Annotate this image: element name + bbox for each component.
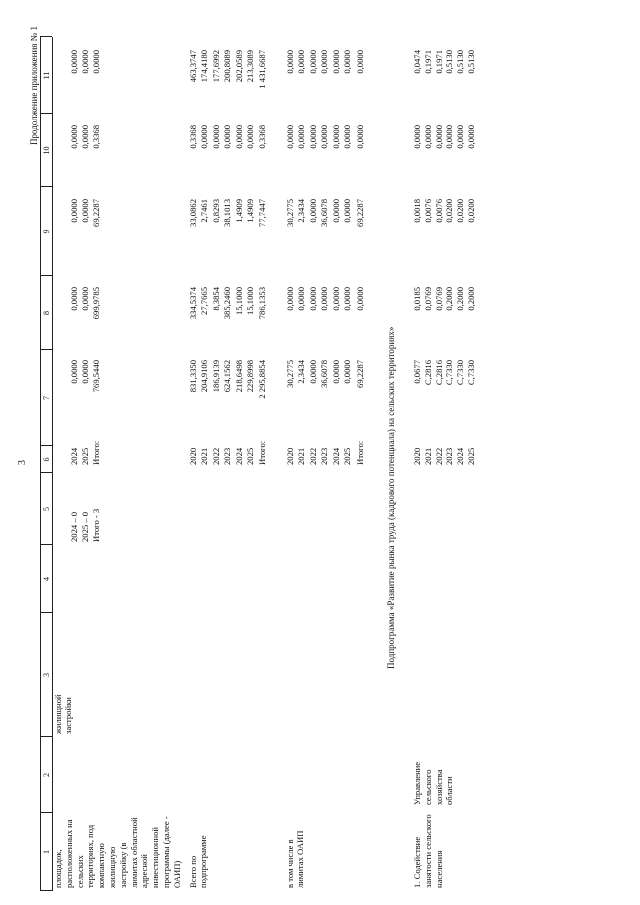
cell-c9: 0,0000 (69, 199, 79, 223)
cell-c11: 0,0000 (319, 50, 330, 74)
row-label-line: застройку (в (117, 842, 128, 888)
cell-c7: 30,2775 (285, 360, 295, 388)
cell-c8: 385,2460 (222, 287, 233, 320)
executor-line: застройки (63, 697, 74, 734)
row-label-line: расположенных на (63, 819, 74, 888)
cell-c11: 0,1971 (433, 50, 444, 74)
row-label-line: ОАИП) (171, 860, 182, 888)
cell-c9: 77,7447 (257, 199, 267, 227)
executor-line: сельского (422, 769, 433, 805)
cell-c7: 0,0000 (342, 360, 352, 384)
cell-year: 2021 (422, 447, 433, 465)
row-label-line: 1. Содействие (412, 836, 422, 888)
cell-year: 2020 (412, 447, 422, 465)
cell-c9: 0,0200 (455, 199, 466, 223)
cell-c9: 2,3434 (296, 199, 307, 223)
cell-year: 2022 (307, 447, 318, 465)
row-label-line: территориях, под (85, 824, 96, 888)
cell-c11: 0,0000 (91, 50, 101, 74)
row-label-line: в том числе в (285, 839, 295, 888)
cell-year: 2020 (285, 447, 295, 465)
column-number-1: 1 (42, 850, 51, 854)
cell-c8: 0,2000 (466, 287, 476, 311)
cell-c11: 0,0000 (330, 50, 341, 74)
row-label-line: сельских (74, 855, 85, 888)
row-label-line: компактную (96, 843, 107, 888)
cell-c10: 0,0000 (342, 125, 352, 149)
cell-c8: 15,1000 (233, 287, 244, 315)
cell-c9: 0,0200 (444, 199, 455, 223)
row-label-line: программы (далее - (161, 816, 171, 888)
cell-c9: 0,0000 (80, 199, 90, 223)
cell-c8: 0,0000 (80, 287, 90, 311)
cell-c8: 0,0769 (422, 287, 433, 311)
cell-c11: 0,0000 (307, 50, 318, 74)
cell-c7: С,2816 (433, 360, 444, 386)
row-label-line: лимитах областной (128, 817, 139, 888)
cell-c8: 15,1000 (245, 287, 255, 315)
executor-line: жилищной (53, 694, 63, 734)
cell-c10: 0,0000 (330, 125, 341, 149)
column-number-7: 7 (42, 396, 51, 400)
cell-c11: 0,1971 (422, 50, 433, 74)
row-label-line: инвестиционной (150, 827, 161, 888)
cell-c8: 27,7665 (199, 287, 210, 315)
cell-c8: 0,0185 (412, 287, 422, 311)
executor-line: области (444, 776, 455, 805)
cell-col5: 2024 – 0 (69, 511, 79, 542)
cell-c10: 0,0000 (199, 125, 210, 149)
cell-c9: 69,2287 (355, 199, 365, 227)
cell-year: 2025 (80, 447, 90, 465)
column-number-5: 5 (42, 507, 51, 511)
cell-c7: 218,6498 (233, 360, 244, 393)
cell-year: 2022 (210, 447, 221, 465)
cell-c8: 0,2000 (444, 287, 455, 311)
cell-year: 2021 (199, 447, 210, 465)
cell-c11: 0,0000 (69, 50, 79, 74)
column-number-9: 9 (42, 229, 51, 234)
cell-c7: 0,0000 (69, 360, 79, 384)
cell-c10: 0,0000 (80, 125, 90, 149)
cell-c7: 0,0677 (412, 360, 422, 384)
cell-c11: 202,0589 (233, 50, 244, 83)
row-label-line: лимитах ОАИП (295, 830, 306, 888)
cell-c11: 213,3089 (245, 50, 255, 83)
cell-c7: 36,6078 (319, 360, 330, 388)
executor-line: хозяйства (433, 769, 444, 805)
cell-c11: 0,0000 (355, 50, 365, 74)
cell-c9: 0,0018 (412, 199, 422, 223)
row-label-line: адресной (139, 854, 150, 888)
cell-c8: 0,2000 (455, 287, 466, 311)
cell-c11: 0,0000 (296, 50, 307, 74)
cell-c8: 0,0000 (296, 287, 307, 311)
cell-c9: 0,0076 (433, 199, 444, 223)
cell-year: Итого: (355, 440, 365, 465)
cell-year: 2024 (455, 447, 466, 465)
cell-c9: 33,0862 (188, 199, 198, 227)
cell-year: 2022 (433, 447, 444, 465)
cell-c7: 69,2287 (355, 360, 365, 388)
cell-c7: 0,0000 (80, 360, 90, 384)
cell-c9: 69,2287 (91, 199, 101, 227)
cell-year: Итого: (257, 440, 267, 465)
cell-c7: 624,1562 (222, 360, 233, 393)
cell-year: 2023 (319, 447, 330, 465)
cell-c8: 0,0000 (307, 287, 318, 311)
cell-c9: 38,1013 (222, 199, 233, 227)
cell-c11: 0,0474 (412, 50, 422, 74)
column-number-8: 8 (42, 311, 51, 315)
row-label-line: населения (433, 850, 444, 888)
cell-c11: 0,5130 (444, 50, 455, 74)
cell-c10: 0,0000 (69, 125, 79, 149)
cell-c7: 2,3434 (296, 360, 307, 384)
cell-c10: 0,0000 (245, 125, 255, 149)
cell-c11: 200,8089 (222, 50, 233, 83)
continuation-note: Продолжение приложения № 1 (29, 25, 39, 145)
cell-year: 2023 (222, 447, 233, 465)
cell-c9: 0,0200 (466, 199, 476, 223)
row-label-line: подпрограмме (198, 835, 209, 888)
cell-year: 2020 (188, 447, 198, 465)
executor-line: Управление (412, 761, 422, 805)
cell-c7: 831,3350 (188, 360, 198, 393)
row-label-line: площадок, (53, 849, 63, 888)
cell-year: 2024 (233, 447, 244, 465)
cell-year: 2024 (69, 447, 79, 465)
cell-c8: 0,0000 (342, 287, 352, 311)
cell-c11: 0,5130 (455, 50, 466, 74)
cell-c8: 0,0000 (355, 287, 365, 311)
cell-c10: 0,3368 (188, 125, 198, 149)
cell-c10: 0,3368 (91, 125, 101, 149)
cell-c7: С,7330 (444, 360, 455, 386)
column-number-10: 10 (42, 146, 51, 155)
cell-c8: 0,0000 (69, 287, 79, 311)
cell-c10: 0,0000 (433, 125, 444, 149)
cell-year: Итого: (91, 440, 101, 465)
cell-c8: 0,0000 (285, 287, 295, 311)
cell-c11: 0,5130 (466, 50, 476, 74)
cell-c8: 699,9785 (91, 287, 101, 320)
cell-c11: 0,0000 (285, 50, 295, 74)
cell-c10: 0,0000 (355, 125, 365, 149)
cell-c10: 0,0000 (319, 125, 330, 149)
cell-c11: 1 431,6687 (257, 50, 267, 89)
table-rule (52, 37, 53, 891)
cell-c11: 174,4180 (199, 50, 210, 83)
cell-year: 2023 (444, 447, 455, 465)
row-label-line: жилищную (107, 846, 117, 888)
cell-c10: 0,0000 (285, 125, 295, 149)
column-number-2: 2 (42, 773, 51, 777)
cell-year: 2024 (330, 447, 341, 465)
cell-col5: 2025 – 0 (80, 511, 90, 542)
column-number-4: 4 (42, 577, 51, 581)
page-number: 3 (17, 460, 28, 465)
cell-year: 2025 (245, 447, 255, 465)
cell-c7: С,2816 (422, 360, 433, 386)
cell-c10: 0,3368 (257, 125, 267, 149)
cell-c8: 0,0000 (319, 287, 330, 311)
cell-year: 2025 (342, 447, 352, 465)
subprogram-title: Подпрограмма «Развитие рынка труда (кадрового потенциала) на сельских территориях» (386, 326, 396, 669)
cell-c8: 0,0769 (433, 287, 444, 311)
cell-c9: 1,4909 (245, 199, 255, 223)
cell-c11: 463,3747 (188, 50, 198, 83)
cell-c10: 0,0000 (210, 125, 221, 149)
cell-c11: 177,6992 (210, 50, 221, 83)
cell-c7: 229,8998 (245, 360, 255, 393)
cell-c9: 0,0000 (307, 199, 318, 223)
cell-c10: 0,0000 (307, 125, 318, 149)
cell-c10: 0,0000 (455, 125, 466, 149)
table-rule (40, 37, 41, 891)
cell-c10: 0,0000 (466, 125, 476, 149)
cell-year: 2021 (296, 447, 307, 465)
column-number-11: 11 (42, 71, 51, 80)
cell-c7: 204,9106 (199, 360, 210, 393)
cell-c7: 186,9139 (210, 360, 221, 393)
cell-c7: С,7330 (466, 360, 476, 386)
cell-c10: 0,0000 (233, 125, 244, 149)
row-label-line: Всего по (188, 855, 198, 888)
cell-c9: 2,7461 (199, 199, 210, 223)
cell-c10: 0,0000 (422, 125, 433, 149)
cell-c8: 334,5374 (188, 287, 198, 320)
cell-c7: 0,0000 (330, 360, 341, 384)
cell-c9: 1,4909 (233, 199, 244, 223)
cell-c9: 30,2775 (285, 199, 295, 227)
cell-col5: Итого - 3 (91, 508, 101, 542)
cell-c10: 0,0000 (222, 125, 233, 149)
cell-year: 2025 (466, 447, 476, 465)
cell-c9: 36,6078 (319, 199, 330, 227)
cell-c7: 2 295,8854 (257, 360, 267, 399)
cell-c10: 0,0000 (296, 125, 307, 149)
cell-c11: 0,0000 (342, 50, 352, 74)
cell-c10: 0,0000 (412, 125, 422, 149)
cell-c11: 0,0000 (80, 50, 90, 74)
column-number-3: 3 (42, 673, 51, 677)
cell-c7: 0,0000 (307, 360, 318, 384)
cell-c10: 0,0000 (444, 125, 455, 149)
cell-c9: 0,0000 (342, 199, 352, 223)
row-label-line: занятости сельского (422, 814, 433, 888)
cell-c9: 0,8293 (210, 199, 221, 223)
cell-c9: 0,0000 (330, 199, 341, 223)
column-number-6: 6 (42, 457, 51, 462)
cell-c7: 769,5440 (91, 360, 101, 393)
cell-c9: 0,0076 (422, 199, 433, 223)
cell-c7: С,7330 (455, 360, 466, 386)
cell-c8: 0,0000 (330, 287, 341, 311)
cell-c8: 786,1353 (257, 287, 267, 320)
cell-c8: 8,3854 (210, 287, 221, 311)
